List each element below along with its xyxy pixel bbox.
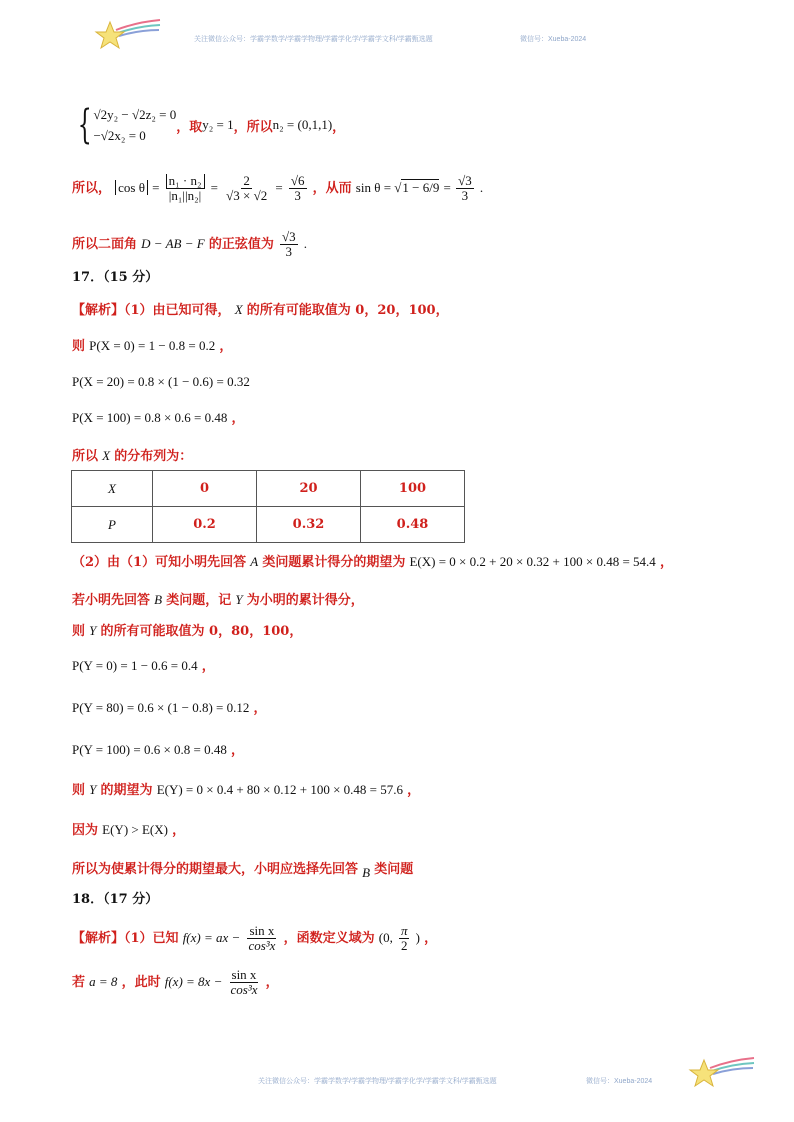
text: 【解析】（1）由已知可得，: [72, 303, 231, 318]
s18-line-1: [72, 924, 437, 953]
s17-line-12: [72, 780, 420, 801]
text: 类问题，记: [166, 593, 232, 608]
math: =: [275, 180, 283, 195]
text: 若小明先回答: [72, 593, 151, 608]
math: y₂ = 1: [202, 117, 234, 132]
text: 所以二面角: [72, 237, 138, 252]
table-cell: 20: [257, 471, 361, 507]
text: ，: [231, 411, 245, 426]
s17-line-10: [72, 698, 267, 719]
math: .: [479, 180, 484, 195]
math: E(X) = 0 × 0.2 + 20 × 0.32 + 100 × 0.48 = 54.4: [409, 554, 656, 569]
math: n₂ = (0,1,1): [272, 117, 333, 132]
distribution-table: [71, 470, 465, 543]
math: E(Y) > E(X): [102, 822, 168, 837]
text: ，: [253, 701, 267, 716]
footer-wechat-id: 微信号：Xueba-2024: [586, 1078, 653, 1085]
equation-system: [72, 104, 345, 146]
table-cell: 0.2: [153, 507, 257, 543]
text: ，: [407, 783, 421, 798]
math: P(X = 100) = 0.8 × 0.6 = 0.48: [72, 410, 228, 425]
fraction: $\frac{2}{√3 \times √2}$: [226, 173, 268, 203]
math: =: [152, 180, 160, 195]
fraction: $\frac{\text{n₁ · n₂}}{\text{|n₁||n₂|}}$: [166, 174, 205, 203]
question-17-title: 17．（15 分）: [72, 270, 159, 285]
text: 若: [72, 975, 86, 990]
left-brace: {: [77, 102, 92, 148]
s17-line-8: [72, 621, 302, 642]
math: B: [362, 865, 371, 880]
text: 的期望为: [100, 783, 153, 798]
footer-star-logo-icon: [686, 1054, 758, 1094]
fraction: $\frac{\text{sin x}}{\text{cos³x}}$: [248, 923, 276, 953]
s17-line-14: [72, 859, 413, 880]
s17-line-4: [72, 408, 245, 429]
math: =: [210, 180, 218, 195]
table-row: [72, 507, 465, 543]
text: 则: [72, 783, 86, 798]
math: P(Y = 80) = 0.6 × (1 − 0.8) = 0.12: [72, 700, 250, 715]
text: 所以: [72, 449, 99, 464]
text: ，从而: [312, 181, 352, 196]
sine-line: [72, 230, 307, 259]
text: ，: [201, 659, 215, 674]
table-row: [72, 471, 465, 507]
text: ，此时: [121, 975, 161, 990]
text: 的所有可能取值为 0，80，100，: [100, 624, 303, 639]
math: Y: [89, 782, 97, 797]
math: .: [303, 236, 308, 251]
header-wechat-id: 微信号：Xueba-2024: [520, 36, 587, 43]
text: ，所以: [233, 119, 273, 135]
text: ，取: [176, 119, 203, 135]
math: cos θ: [115, 180, 148, 195]
math: A: [250, 554, 259, 569]
fraction: $\frac{\text{sin x}}{\text{cos³x}}$: [230, 967, 258, 997]
math: (0,: [378, 930, 393, 945]
math: X: [102, 448, 111, 463]
s17-line-2: [72, 336, 232, 357]
math: f(x) = ax −: [182, 930, 241, 945]
star-logo-icon: [92, 16, 164, 56]
math: P(Y = 100) = 0.6 × 0.8 = 0.48: [72, 742, 227, 757]
text: 的所有可能取值为 0，20，100，: [246, 303, 449, 318]
footer-public-accounts: 关注微信公众号：学霸学数学/学霸学物理/学霸学化学/学霸学文科/学霸甄选题: [258, 1078, 497, 1085]
math: B: [154, 592, 163, 607]
sys-row-2: −√2x₂ = 0: [93, 128, 146, 143]
s17-line-5: [72, 446, 192, 467]
table-cell: 100: [361, 471, 465, 507]
math: 1 − 6/9: [402, 180, 440, 195]
text: 则: [72, 339, 86, 354]
text: 则: [72, 624, 86, 639]
sys-row-1: √2y₂ − √2z₂ = 0: [93, 107, 177, 122]
text: 因为: [72, 823, 99, 838]
text: ，: [659, 555, 673, 570]
table-cell: 0.32: [257, 507, 361, 543]
fraction: $\frac{√6}{3}$: [290, 173, 305, 203]
s17-line-1: [72, 300, 449, 321]
fraction: $\frac{\pi}{2}$: [400, 923, 408, 953]
s17-line-6: [72, 552, 673, 573]
header-public-accounts: 关注微信公众号：学霸学数学/学霸学物理/学霸学化学/学霸学文科/学霸甄选题: [194, 36, 433, 43]
text: 所以为使累计得分的期望最大，小明应选择先回答: [72, 862, 359, 877]
text: 为小明的累计得分，: [246, 593, 364, 608]
text: 的分布列为：: [114, 449, 193, 464]
text: ，: [219, 339, 233, 354]
s17-line-13: [72, 820, 185, 841]
text: （2）由（1）可知小明先回答: [72, 555, 247, 570]
math: D − AB − F: [141, 236, 205, 251]
text: ，函数定义域为: [283, 931, 375, 946]
math: a = 8: [89, 974, 118, 989]
text: 【解析】（1）已知: [72, 931, 179, 946]
s17-line-11: [72, 740, 244, 761]
math: Y: [89, 623, 97, 638]
text: 所以，: [72, 181, 112, 196]
text: ，: [172, 823, 186, 838]
math: P(X = 20) = 0.8 × (1 − 0.6) = 0.32: [72, 374, 250, 389]
fraction: $\frac{√3}{3}$: [458, 173, 472, 203]
text: 类问题累计得分的期望为: [262, 555, 406, 570]
cos-theta-line: 所以， cos θ = $\frac{\text{n₁ · n₂}}{\text{|n₁||n₂|}}$ = $\frac{2}{√3 \times √2}$ = $\frac{√6}{3}$ ，从而 sin θ = √1 − 6/9 = $\frac{√3}{3}$ .: [72, 173, 484, 203]
text: ，: [231, 743, 245, 758]
math: X: [234, 302, 243, 317]
table-cell: P: [72, 507, 153, 543]
text: 类问题: [374, 862, 414, 877]
math: =: [443, 180, 455, 195]
math: Y: [235, 592, 243, 607]
table-cell: X: [72, 471, 153, 507]
math: E(Y) = 0 × 0.4 + 80 × 0.12 + 100 × 0.48 = 57.6: [156, 782, 403, 797]
math: P(Y = 0) = 1 − 0.6 = 0.4: [72, 658, 198, 673]
fraction: $\frac{√3}{3}$: [281, 229, 296, 259]
table-cell: 0.48: [361, 507, 465, 543]
s17-line-9: [72, 656, 215, 677]
math: P(X = 0) = 1 − 0.8 = 0.2: [89, 338, 216, 353]
text: ，: [265, 975, 279, 990]
question-18-title: 18．（17 分）: [72, 892, 159, 907]
text: ，: [424, 931, 438, 946]
math: f(x) = 8x −: [164, 974, 223, 989]
math: ): [415, 930, 420, 945]
text: ，: [332, 119, 346, 135]
text: 的正弦值为: [208, 237, 274, 252]
s17-line-3: [72, 372, 250, 393]
table-cell: 0: [153, 471, 257, 507]
math: sin θ =: [355, 180, 395, 195]
s18-line-2: [72, 968, 279, 997]
s17-line-7: [72, 590, 364, 611]
